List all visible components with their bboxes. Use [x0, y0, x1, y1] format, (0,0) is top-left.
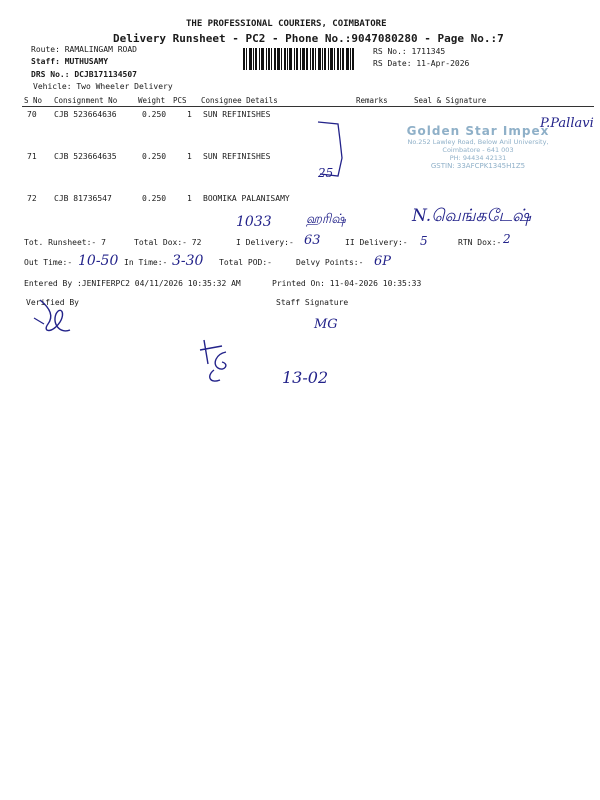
row-pcs: 1 — [187, 194, 192, 203]
stamp-phone: PH: 94434 42131 — [449, 154, 507, 162]
rs-number: RS No.: 1711345 — [373, 47, 446, 56]
in-time-label: In Time:- — [124, 258, 168, 267]
handwritten-signature-72: N.வெங்கடேஷ் — [412, 206, 532, 226]
stamp-address-2: Coimbatore - 641 003 — [442, 146, 514, 154]
row-sno: 71 — [27, 152, 37, 161]
handwritten-receipt-code: 1033 — [236, 214, 272, 230]
rs-date: RS Date: 11-Apr-2026 — [373, 59, 470, 68]
stamp-name: Golden Star Impex — [406, 124, 550, 138]
total-pod-label: Total POD:- — [219, 258, 272, 267]
row-pcs: 1 — [187, 152, 192, 161]
i-delivery-label: I Delivery:- — [236, 238, 294, 247]
col-consignee: Consignee Details — [201, 96, 278, 105]
entered-by: Entered By :JENIFERPC2 04/11/2026 10:35:32 AM — [24, 279, 241, 288]
row-consignment: CJB 523664636 — [54, 110, 117, 119]
route: Route: RAMALINGAM ROAD — [31, 45, 137, 54]
out-time-label: Out Time:- — [24, 258, 73, 267]
col-pcs: PCS — [173, 96, 187, 105]
row-pcs: 1 — [187, 110, 192, 119]
col-sno: S No — [24, 96, 43, 105]
stamp-gstin: GSTIN: 33AFCPK1345H1Z5 — [430, 162, 526, 170]
rtn-dox-label: RTN Dox:- — [458, 238, 502, 247]
row-consignment: CJB 523664635 — [54, 152, 117, 161]
staff-signature-label: Staff Signature — [276, 298, 349, 307]
row-consignee: SUN REFINISHES — [203, 152, 271, 161]
i-delivery-value: 63 — [304, 233, 321, 248]
handwritten-tamil-note: ஹரிஷ் — [306, 212, 346, 227]
delvy-points-label: Delvy Points:- — [296, 258, 364, 267]
col-remarks: Remarks — [356, 96, 388, 105]
verified-by-label: Verified By — [26, 298, 79, 307]
handwritten-bottom-note: 13-02 — [282, 368, 329, 387]
runsheet-subtitle: Delivery Runsheet - PC2 - Phone No.:9047080280 - Page No.:7 — [113, 32, 504, 45]
col-seal-signature: Seal & Signature — [414, 96, 487, 105]
vehicle: Vehicle: Two Wheeler Delivery — [33, 82, 173, 91]
staff-initial: MG — [314, 317, 338, 332]
row-weight: 0.250 — [142, 110, 167, 119]
handwritten-remark-number: 25 — [318, 166, 334, 180]
row-weight: 0.250 — [142, 152, 167, 161]
header-rule — [22, 106, 594, 107]
out-time-value: 10-50 — [78, 253, 119, 269]
printed-on: Printed On: 11-04-2026 10:35:33 — [272, 279, 422, 288]
row-consignment: CJB 81736547 — [54, 194, 112, 203]
total-dox: Total Dox:- 72 — [134, 238, 202, 247]
col-consignment: Consignment No — [54, 96, 118, 105]
row-consignee: SUN REFINISHES — [203, 110, 271, 119]
staff: Staff: MUTHUSAMY — [31, 57, 109, 66]
row-consignee: BOOMIKA PALANISAMY — [203, 194, 290, 203]
total-runsheet: Tot. Runsheet:- 7 — [24, 238, 106, 247]
row-sno: 72 — [27, 194, 37, 203]
col-weight: Weight — [138, 96, 166, 105]
rtn-dox-value: 2 — [503, 232, 511, 246]
in-time-value: 3-30 — [172, 253, 204, 269]
row-weight: 0.250 — [142, 194, 167, 203]
delvy-points-value: 6P — [374, 254, 392, 269]
ii-delivery-label: II Delivery:- — [345, 238, 408, 247]
drs-number: DRS No.: DCJB171134507 — [31, 70, 137, 79]
handwritten-signer-name: P.Pallavi — [540, 116, 594, 131]
row-sno: 70 — [27, 110, 37, 119]
ii-delivery-value: 5 — [420, 234, 428, 248]
company-title: THE PROFESSIONAL COURIERS, COIMBATORE — [186, 19, 387, 29]
barcode — [243, 48, 369, 70]
handwritten-mark — [196, 334, 242, 386]
verifier-signature — [30, 294, 80, 340]
stamp-address-1: No.252 Lawley Road, Below Anil University, — [407, 138, 549, 146]
